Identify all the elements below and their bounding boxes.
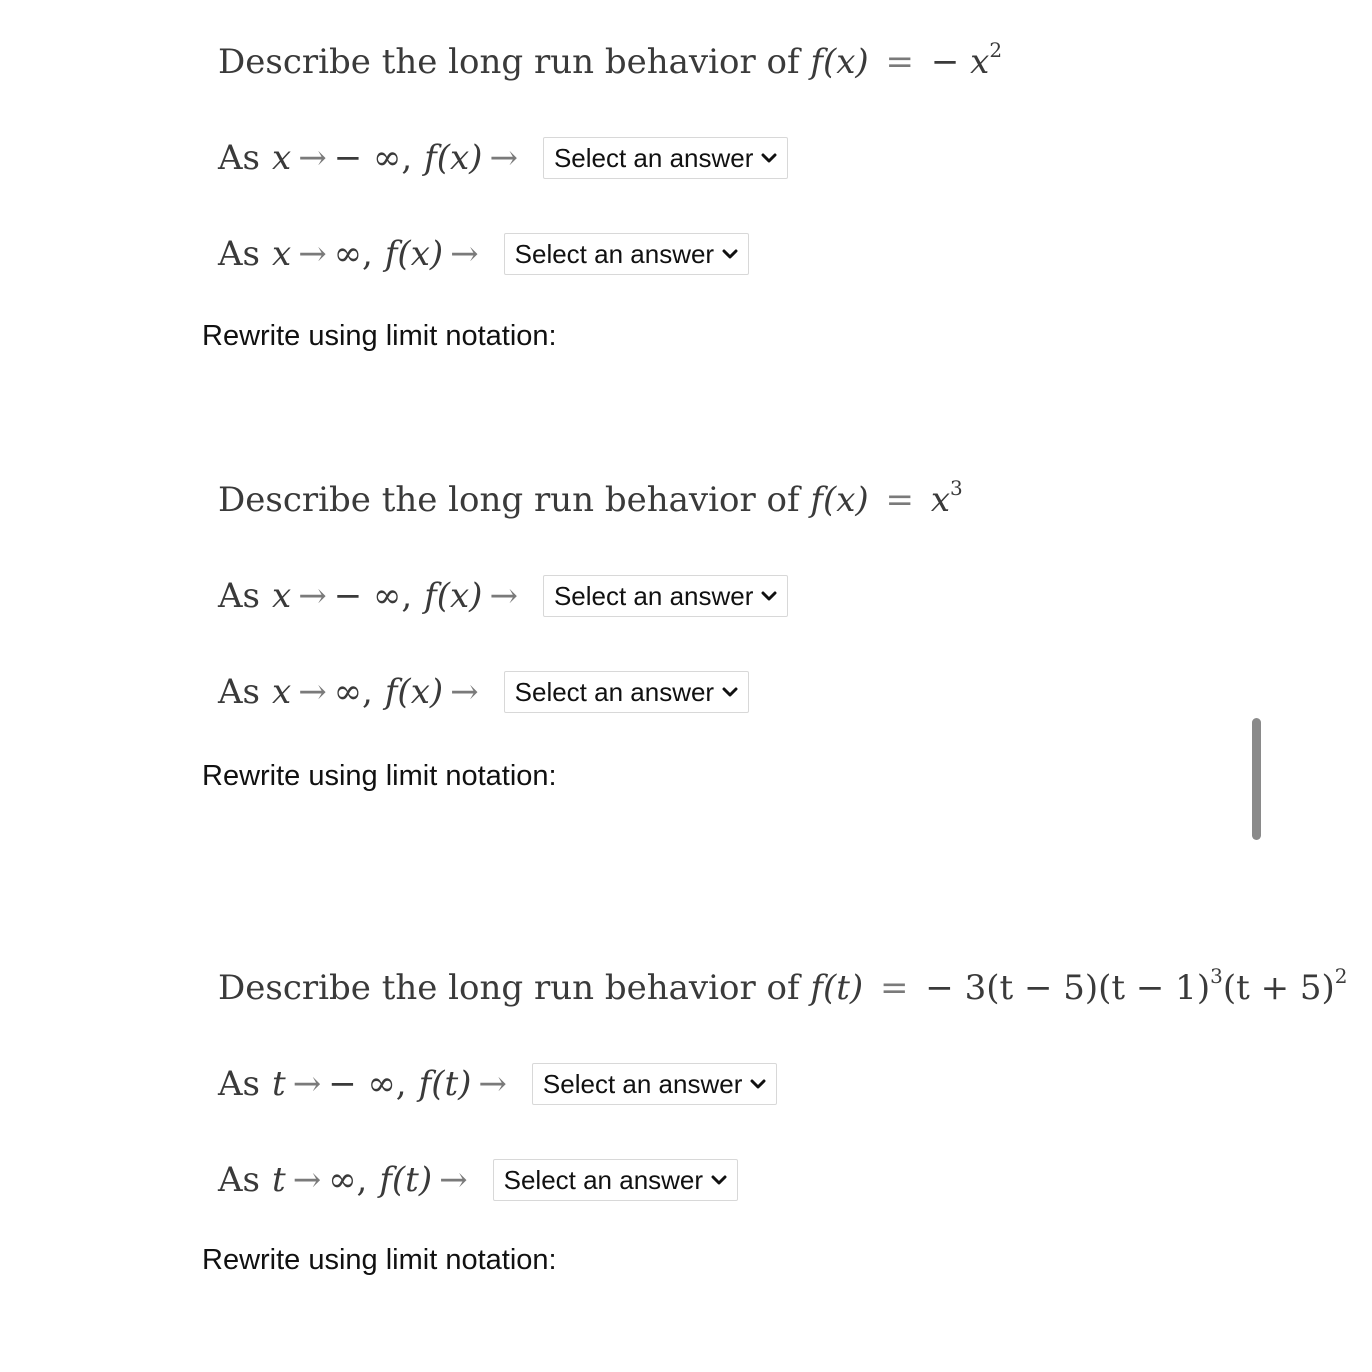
answer-select-label: Select an answer bbox=[514, 676, 715, 707]
chevron-down-icon bbox=[761, 588, 777, 604]
row-as-label: As bbox=[218, 234, 261, 274]
problem-1-rhs-exp: 2 bbox=[989, 38, 1003, 62]
row-variable: t bbox=[272, 1160, 286, 1200]
problem-1-rewrite-label: Rewrite using limit notation: bbox=[202, 320, 557, 352]
right-arrow-icon: → bbox=[298, 576, 327, 616]
row-limit: − ∞, bbox=[328, 1064, 407, 1104]
problem-1-heading bbox=[218, 38, 1003, 82]
problem-2-heading bbox=[218, 476, 963, 520]
right-arrow-icon: → bbox=[298, 234, 327, 274]
problem-3-prompt: Describe the long run behavior of bbox=[218, 968, 800, 1008]
row-as-label: As bbox=[218, 138, 261, 178]
answer-select-label: Select an answer bbox=[553, 580, 754, 611]
problem-3-row-neg-inf bbox=[218, 1062, 777, 1106]
problem-3-rhs-part2: (t + 5) bbox=[1222, 968, 1335, 1008]
answer-select[interactable] bbox=[543, 575, 788, 617]
right-arrow-icon: → bbox=[292, 1160, 322, 1200]
right-arrow-icon: → bbox=[439, 1160, 468, 1200]
row-function: f(t) bbox=[418, 1064, 472, 1104]
row-as-label: As bbox=[218, 1064, 261, 1104]
row-variable: t bbox=[272, 1064, 286, 1104]
right-arrow-icon: → bbox=[489, 576, 518, 616]
chevron-down-icon bbox=[722, 684, 738, 700]
problem-1-function-lhs: f(x) bbox=[810, 42, 869, 82]
answer-select[interactable] bbox=[543, 137, 788, 179]
chevron-down-icon bbox=[711, 1172, 727, 1188]
problem-2-prompt: Describe the long run behavior of bbox=[218, 480, 800, 520]
problem-3-function-lhs: f(t) bbox=[810, 968, 864, 1008]
row-variable: x bbox=[272, 138, 292, 178]
problem-3-rhs-exp1: 3 bbox=[1210, 964, 1223, 988]
chevron-down-icon bbox=[750, 1076, 766, 1092]
answer-select[interactable] bbox=[532, 1063, 777, 1105]
problem-1-row-pos-inf bbox=[218, 232, 749, 276]
right-arrow-icon: → bbox=[478, 1064, 507, 1104]
problem-2-rewrite-label: Rewrite using limit notation: bbox=[202, 760, 557, 792]
right-arrow-icon: → bbox=[489, 138, 518, 178]
answer-select[interactable] bbox=[504, 233, 749, 275]
row-limit: − ∞, bbox=[333, 138, 413, 178]
scrollbar-thumb[interactable] bbox=[1252, 718, 1261, 840]
problem-2-function-lhs: f(x) bbox=[810, 480, 869, 520]
problem-2-equals: = bbox=[885, 480, 914, 520]
problem-3-heading bbox=[218, 964, 1348, 1008]
answer-select[interactable] bbox=[493, 1159, 738, 1201]
chevron-down-icon bbox=[722, 246, 738, 262]
problem-3-rhs-part1: − 3(t − 5)(t − 1) bbox=[925, 968, 1211, 1008]
answer-select-label: Select an answer bbox=[514, 238, 715, 269]
right-arrow-icon: → bbox=[450, 234, 479, 274]
row-as-label: As bbox=[218, 672, 261, 712]
answer-select[interactable] bbox=[504, 671, 749, 713]
row-function: f(t) bbox=[379, 1160, 433, 1200]
problem-1-rhs-base: x bbox=[970, 42, 990, 82]
right-arrow-icon: → bbox=[450, 672, 479, 712]
row-function: f(x) bbox=[384, 234, 444, 274]
row-limit: − ∞, bbox=[333, 576, 413, 616]
chevron-down-icon bbox=[761, 150, 777, 166]
problem-3-row-pos-inf bbox=[218, 1158, 738, 1202]
right-arrow-icon: → bbox=[298, 138, 327, 178]
right-arrow-icon: → bbox=[292, 1064, 322, 1104]
problem-1-row-neg-inf bbox=[218, 136, 788, 180]
row-limit: ∞, bbox=[328, 1160, 368, 1200]
problem-1-prompt: Describe the long run behavior of bbox=[218, 42, 800, 82]
problem-3-equals: = bbox=[879, 968, 909, 1008]
row-function: f(x) bbox=[424, 576, 483, 616]
row-limit: ∞, bbox=[333, 234, 373, 274]
right-arrow-icon: → bbox=[298, 672, 327, 712]
row-as-label: As bbox=[218, 1160, 261, 1200]
row-variable: x bbox=[272, 576, 292, 616]
problem-2-row-neg-inf bbox=[218, 574, 788, 618]
row-limit: ∞, bbox=[333, 672, 373, 712]
answer-select-label: Select an answer bbox=[503, 1164, 704, 1195]
row-variable: x bbox=[272, 234, 292, 274]
problem-1-equals: = bbox=[885, 42, 914, 82]
answer-select-label: Select an answer bbox=[553, 142, 754, 173]
answer-select-label: Select an answer bbox=[542, 1068, 743, 1099]
problem-3-rhs-exp2: 2 bbox=[1334, 964, 1348, 988]
problem-2-rhs-base: x bbox=[930, 480, 950, 520]
row-variable: x bbox=[272, 672, 292, 712]
problem-2-row-pos-inf bbox=[218, 670, 749, 714]
problem-2-rhs-exp: 3 bbox=[950, 476, 963, 500]
problem-1-rhs-sign: − bbox=[930, 42, 960, 82]
row-as-label: As bbox=[218, 576, 261, 616]
row-function: f(x) bbox=[384, 672, 444, 712]
problem-3-rewrite-label: Rewrite using limit notation: bbox=[202, 1244, 557, 1276]
row-function: f(x) bbox=[424, 138, 483, 178]
